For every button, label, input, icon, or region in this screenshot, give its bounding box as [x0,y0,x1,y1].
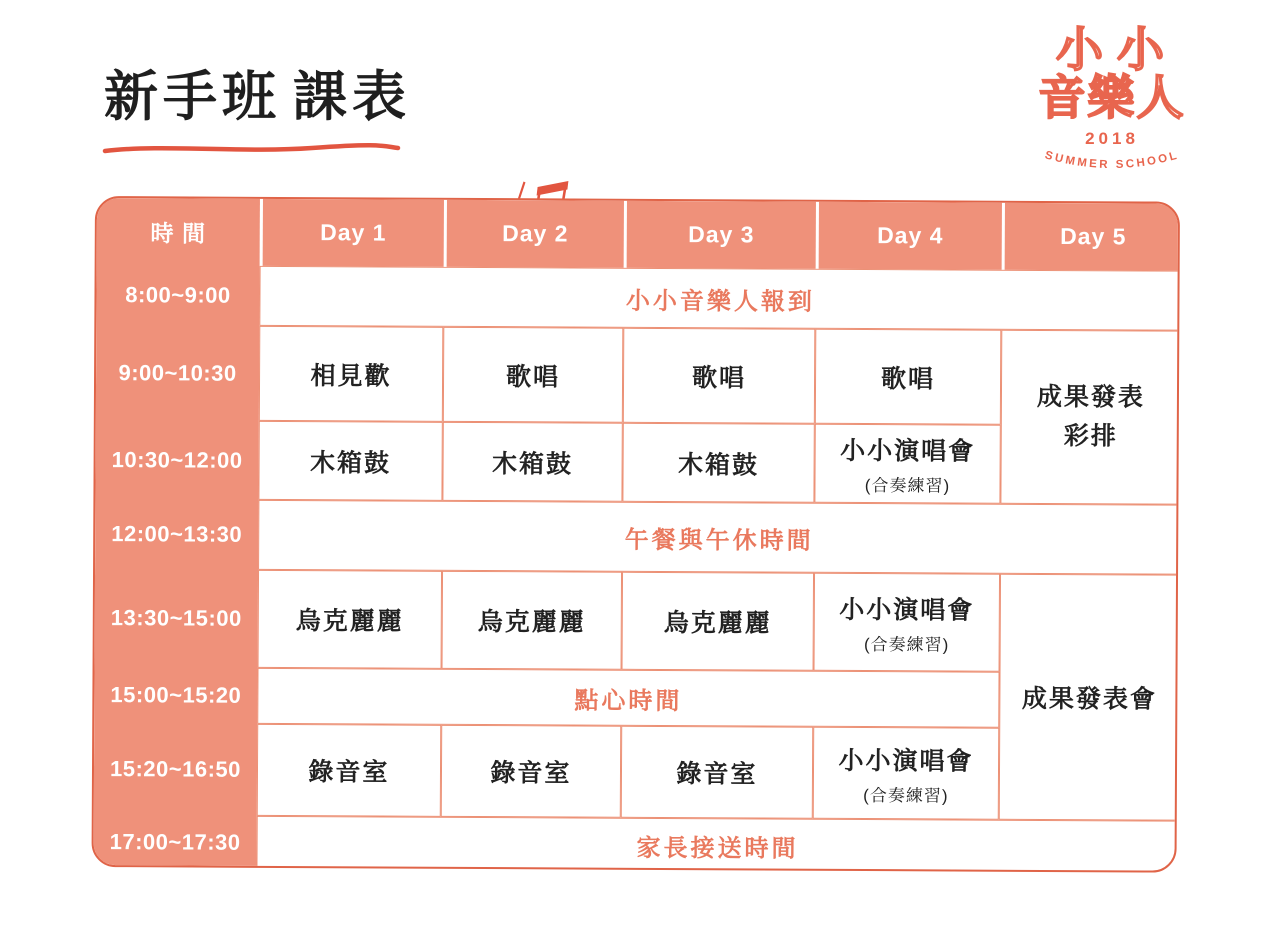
time-slot-1200: 12:00~13:30 [111,521,243,547]
day-header-day2: Day 2 [444,200,624,268]
cell-day4-1330-sub: (合奏練習) [863,634,950,654]
cell-day2-1330: 烏克麗麗 [442,571,623,670]
page-title-part1: 新手班 [104,67,281,127]
cell-day4-1030 [814,424,1000,504]
cell-checkin: 小小音樂人報到 [259,266,1180,331]
title-block [104,68,411,127]
time-header: 時 間 [150,220,207,247]
time-slot-1030: 10:30~12:00 [111,446,243,473]
title-underline [102,142,402,156]
time-slot-1520: 15:20~16:50 [109,756,242,782]
cell-day1-1520: 錄音室 [257,724,441,817]
cell-day1-1330: 烏克麗麗 [258,570,443,669]
cell-day4-1520-main: 小小演唱會 [838,746,974,776]
cell-day3-1330: 烏克麗麗 [622,572,815,671]
day-header-day1: Day 1 [260,199,444,267]
cell-day3-1520: 錄音室 [621,726,813,819]
day-header-day3: Day 3 [624,201,816,269]
cell-day3-0900: 歌唱 [623,328,815,424]
cell-day1-0900: 相見歡 [259,326,443,422]
day-header-day4: Day 4 [816,202,1002,270]
cell-day4-1330-main: 小小演唱會 [839,595,975,625]
cell-day2-1030: 木箱鼓 [442,422,622,502]
cell-day5-afternoon: 成果發表會 [999,574,1180,821]
cell-snack: 點心時間 [257,668,999,728]
svg-text:SUMMER SCHOOL [1044,149,1181,171]
cell-day4-1330 [814,573,1001,672]
time-slot-1700: 17:00~17:30 [109,829,241,855]
logo-year: 2018 [1085,128,1139,148]
cell-day5-morning: 成果發表 彩排 [1000,330,1180,505]
logo-bottom [1032,122,1192,180]
page-title-part2: 課表 [293,67,411,127]
day-header-day5: Day 5 [1002,203,1180,271]
time-slot-1330: 13:30~15:00 [110,605,242,631]
cell-day1-1030: 木箱鼓 [258,421,442,501]
logo-arc-text: SUMMER SCHOOL [1043,149,1181,171]
time-slot-0800: 8:00~9:00 [125,282,231,308]
logo-line2: 音樂人 [1038,70,1186,124]
cell-pickup: 家長接送時間 [256,816,1178,873]
cell-day4-1030-main: 小小演唱會 [840,436,976,466]
page-title [104,68,411,127]
logo [1032,23,1192,185]
time-slot-0900: 9:00~10:30 [118,359,237,386]
cell-day4-1520 [813,727,999,820]
cell-day4-1520-sub: (合奏練習) [863,785,949,805]
logo-line1: 小小 [1056,23,1178,76]
cell-day2-1520: 錄音室 [441,725,621,818]
cell-day4-1030-sub: (合奏練習) [864,476,951,496]
time-slot-1500: 15:00~15:20 [110,682,242,708]
cell-lunch: 午餐與午休時間 [258,500,1180,575]
cell-day2-0900: 歌唱 [443,327,623,423]
cell-day4-0900: 歌唱 [815,329,1001,425]
timetable [91,196,1179,873]
cell-day3-1030: 木箱鼓 [622,423,814,503]
